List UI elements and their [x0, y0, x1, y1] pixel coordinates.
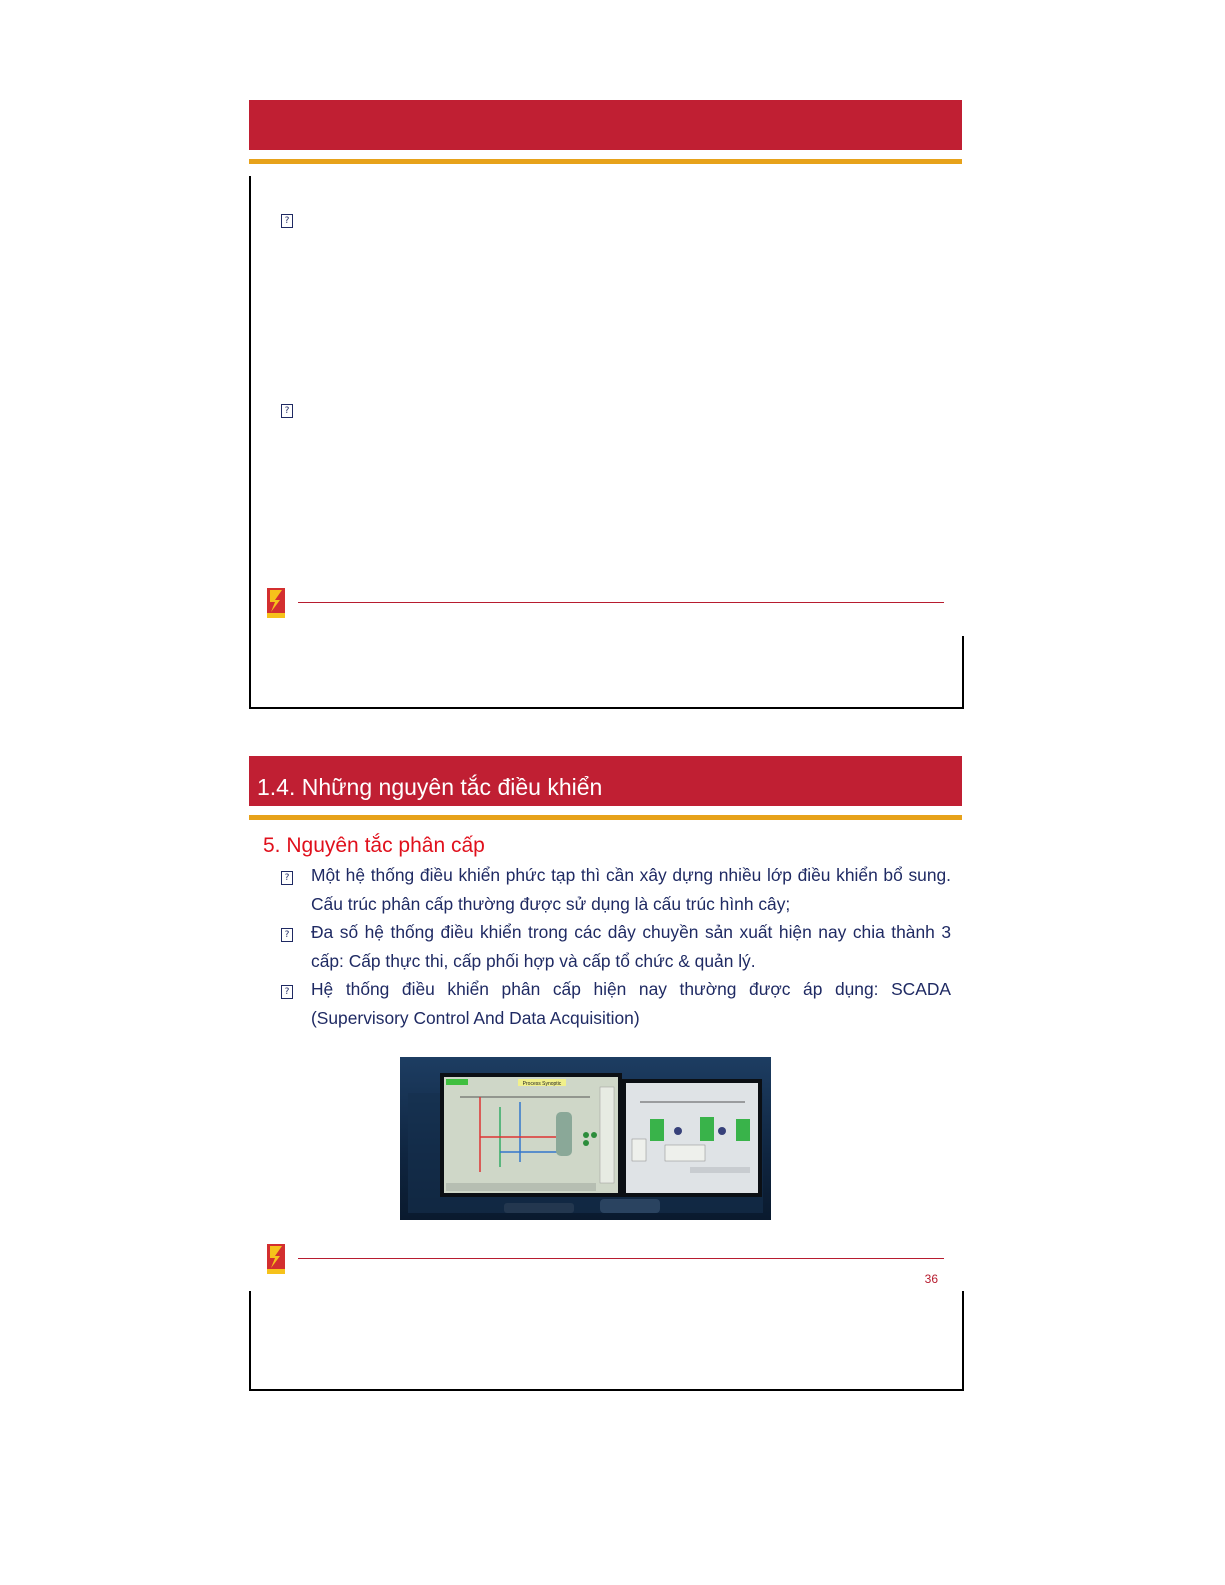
- bullet-marker-icon: ?: [281, 404, 293, 418]
- slide-2-title: 1.4. Những nguyên tắc điều khiển: [257, 774, 603, 800]
- slide-1-left-border: [249, 176, 251, 636]
- slide-2-footer-rule: [298, 1258, 944, 1259]
- university-logo-icon: [265, 1243, 287, 1275]
- scada-monitors-image: [400, 1057, 771, 1220]
- bullet-text-2: Đa số hệ thống điều khiển trong các dây chuyền sản xuất hiện nay chia thành 3 cấp: Cấp thực thi, cấp phối hợp và cấp tổ chức & quản lý.: [311, 922, 951, 971]
- bullet-marker-icon: ?: [281, 871, 293, 885]
- bullet-text-3: Hệ thống điều khiển phân cấp hiện nay thường được áp dụng: SCADA (Supervisory Control And Data Acquisition): [311, 979, 951, 1028]
- slide-2-frame: [249, 1291, 964, 1391]
- slide-1: [249, 100, 962, 709]
- bullet-text-1: Một hệ thống điều khiển phức tạp thì cần xây dựng nhiều lớp điều khiển bổ sung. Cấu trúc phân cấp thường được sử dụng là cấu trúc hình cây;: [311, 865, 951, 914]
- bullet-marker-icon: ?: [281, 214, 293, 228]
- slide-2-accent-line: [249, 815, 962, 820]
- section-heading: 5. Nguyên tắc phân cấp: [263, 834, 485, 857]
- slide-1-accent-line: [249, 159, 962, 164]
- slide-1-frame: [249, 636, 964, 709]
- page-number: 36: [924, 1272, 938, 1286]
- left-screen-title: Process Synoptic: [522, 1081, 562, 1087]
- slide-1-title-bar: [249, 100, 962, 150]
- slide-2: [249, 756, 962, 1391]
- university-logo-icon: [265, 587, 287, 619]
- bullet-marker-icon: ?: [281, 928, 293, 942]
- bullet-marker-icon: ?: [281, 985, 293, 999]
- slide-1-footer-rule: [298, 602, 944, 603]
- slide-2-title-bar: [249, 756, 962, 806]
- scada-screens-illustration: [400, 1057, 771, 1220]
